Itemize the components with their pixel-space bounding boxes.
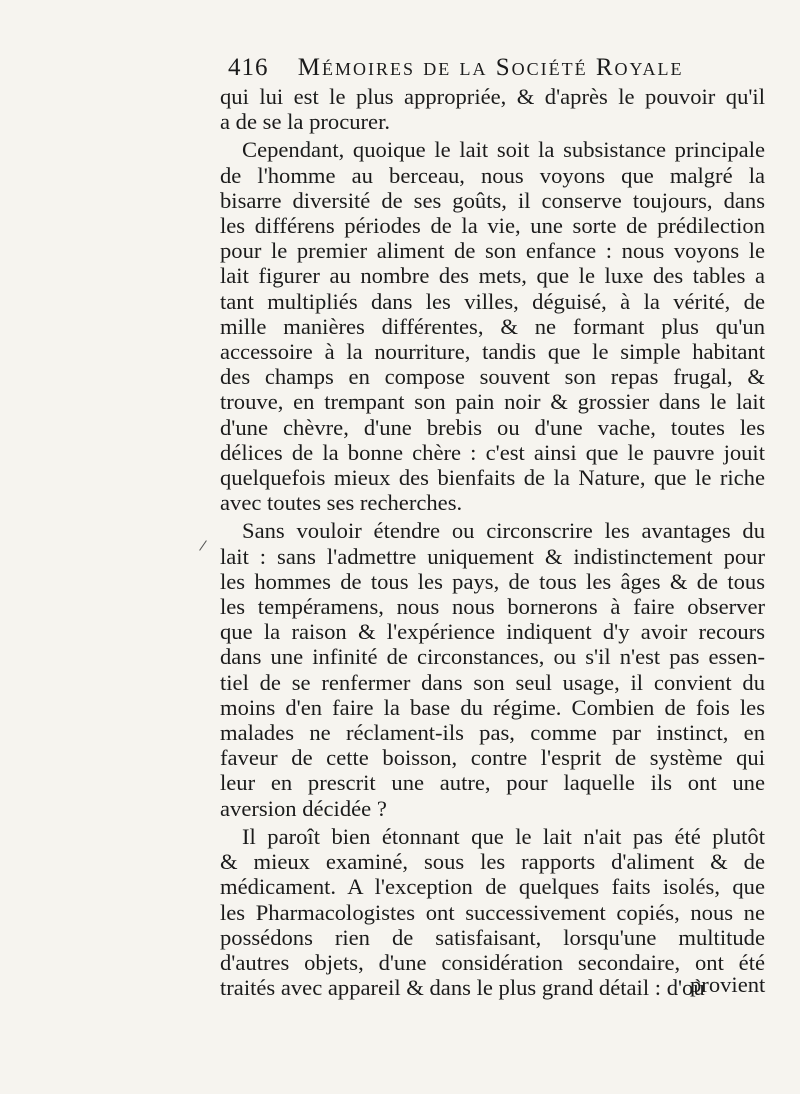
- text-line: délices de la bonne chère : c'est ainsi que le pauvre jouit: [220, 439, 765, 465]
- paragraph: [220, 137, 765, 515]
- paragraph: [220, 518, 765, 820]
- text-line: médicament. A l'exception de quelques faits isolés, que: [220, 874, 765, 900]
- text-line: d'autres objets, d'une considération secondaire, ont été: [220, 949, 765, 975]
- text-line: les tempéramens, nous nous bornerons à faire observer: [220, 594, 765, 620]
- catchword: provient: [690, 972, 766, 997]
- page-number: 416: [228, 54, 269, 81]
- text-line: de l'homme au berceau, nous voyons que malgré la: [220, 162, 765, 188]
- text-line: les Pharmacologistes ont successivement copiés, nous ne: [220, 899, 765, 925]
- text-line: mille manières différentes, & ne formant plus qu'un: [220, 313, 765, 339]
- text-line: faveur de cette boisson, contre l'esprit de système qui: [220, 745, 765, 771]
- text-line: trouve, en trempant son pain noir & grossier dans le lait: [220, 389, 765, 415]
- text-line: Il paroît bien étonnant que le lait n'ait pas été plutôt: [242, 823, 765, 849]
- text-line: bisarre diversité de ses goûts, il conserve toujours, dans: [220, 187, 765, 213]
- text-line: malades ne réclament-ils pas, comme par instinct, en: [220, 720, 765, 746]
- page-header: [228, 54, 748, 82]
- text-line: traités avec appareil & dans le plus grand détail : d'où: [220, 975, 705, 1001]
- text-line: les différens périodes de la vie, une sorte de prédilection: [220, 213, 765, 239]
- text-line: lait : sans l'admettre uniquement & indistinctement pour: [220, 543, 765, 569]
- text-line: a de se la procurer.: [220, 109, 390, 135]
- text-line: que la raison & l'expérience indiquent d'y avoir recours: [220, 619, 765, 645]
- text-line: tiel de se renfermer dans son seul usage, il convient du: [220, 669, 765, 695]
- text-line: des champs en compose souvent son repas frugal, &: [220, 364, 765, 390]
- text-line: leur en prescrit une autre, pour laquelle ils ont une: [220, 770, 765, 796]
- paragraph: [220, 824, 765, 1000]
- text-line: Sans vouloir étendre ou circonscrire les avantages du: [242, 518, 765, 544]
- text-line: Cependant, quoique le lait soit la subsistance principale: [242, 137, 765, 163]
- text-line: aversion décidée ?: [220, 795, 387, 821]
- text-line: possédons rien de satisfaisant, lorsqu'une multitude: [220, 924, 765, 950]
- paragraph: [220, 84, 765, 134]
- text-line: dans une infinité de circonstances, ou s'il n'est pas essen-: [220, 644, 765, 670]
- text-line: qui lui est le plus appropriée, & d'après le pouvoir qu'il: [220, 84, 765, 109]
- text-line: d'une chèvre, d'une brebis ou d'une vache, toutes les: [220, 414, 765, 440]
- text-line: quelquefois mieux des bienfaits de la Nature, que le riche: [220, 465, 765, 491]
- running-title: Mémoires de la Société Royale: [297, 54, 684, 81]
- text-line: pour le premier aliment de son enfance : nous voyons le: [220, 238, 765, 264]
- text-line: avec toutes ses recherches.: [220, 490, 463, 516]
- text-line: lait figurer au nombre des mets, que le luxe des tables a: [220, 263, 765, 289]
- text-line: moins d'en faire la base du régime. Combien de fois les: [220, 694, 765, 720]
- page-body-text: [220, 84, 765, 1000]
- text-line: les hommes de tous les pays, de tous les âges & de tous: [220, 568, 765, 594]
- margin-mark: [199, 540, 207, 550]
- text-line: accessoire à la nourriture, tandis que le simple habitant: [220, 339, 765, 365]
- text-line: & mieux examiné, sous les rapports d'aliment & de: [220, 849, 765, 875]
- text-line: tant multipliés dans les villes, déguisé, à la vérité, de: [220, 288, 765, 314]
